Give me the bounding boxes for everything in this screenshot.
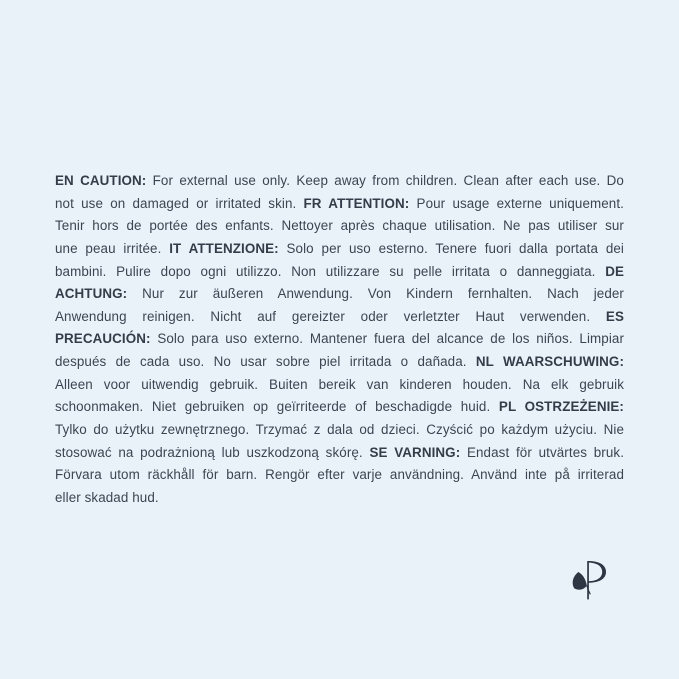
warning-text: Solo para uso externo. Mantener fuera del alcance de los niños. Limpiar xyxy=(150,331,624,347)
warning-text: bambini. Pulire dopo ogni utilizzo. Non utilizzare su pelle irritata o danneggiata. xyxy=(55,263,606,279)
language-warning-heading: NL WAARSCHUWING: xyxy=(475,354,625,370)
caution-line xyxy=(55,306,624,329)
caution-line xyxy=(55,283,624,306)
warning-text: stosować na podrażnioną lub uszkodzoną skórę. xyxy=(55,444,370,460)
caution-line xyxy=(55,261,624,284)
caution-line xyxy=(55,328,624,351)
warning-text: not use on damaged or irritated skin. xyxy=(55,195,304,211)
caution-line xyxy=(55,215,624,238)
caution-line xyxy=(55,170,624,193)
language-warning-heading: ES xyxy=(605,308,624,324)
warning-text: Förvara utom räckhåll för barn. Rengör efter varje användning. Använd inte på irriterad xyxy=(55,467,624,483)
language-warning-heading: PRECAUCIÓN: xyxy=(55,331,151,347)
leaf-p-monogram-icon xyxy=(568,557,610,603)
warning-text: une peau irritée. xyxy=(55,240,170,256)
caution-line xyxy=(55,419,624,442)
warning-text: Nur zur äußeren Anwendung. Von Kindern fernhalten. Nach jeder xyxy=(127,286,624,302)
multilingual-caution-text xyxy=(55,170,624,510)
language-warning-heading: SE VARNING: xyxy=(369,444,461,460)
warning-text: Anwendung reinigen. Nicht auf gereizter oder verletzter Haut verwenden. xyxy=(55,308,606,324)
caution-line xyxy=(55,442,624,465)
language-warning-heading: PL OSTRZEŻENIE: xyxy=(498,399,624,415)
warning-text: Tylko do użytku zewnętrznego. Trzymać z dala od dzieci. Czyścić po każdym użyciu. Nie xyxy=(55,422,624,438)
warning-text: eller skadad hud. xyxy=(55,489,159,505)
language-warning-heading: ACHTUNG: xyxy=(55,286,128,302)
warning-text: Solo per uso esterno. Tenere fuori dalla portata dei xyxy=(278,240,624,256)
caution-line xyxy=(55,464,624,487)
warning-text: Pour usage externe uniquement. xyxy=(409,195,624,211)
caution-line xyxy=(55,193,624,216)
caution-line xyxy=(55,396,624,419)
warning-text: Endast för utvärtes bruk. xyxy=(460,444,625,460)
language-warning-heading: DE xyxy=(605,263,624,279)
warning-text: Alleen voor uitwendig gebruik. Buiten bereik van kinderen houden. Na elk gebruik xyxy=(55,376,624,392)
caution-line xyxy=(55,238,624,261)
caution-line xyxy=(55,487,624,510)
warning-text: For external use only. Keep away from children. Clean after each use. Do xyxy=(146,173,624,188)
warning-text: Tenir hors de portée des enfants. Nettoyer après chaque utilisation. Ne pas utiliser sur xyxy=(55,218,624,234)
warning-text: schoonmaken. Niet gebruiken op geïrriteerde of beschadigde huid. xyxy=(55,399,499,415)
caution-line xyxy=(55,374,624,397)
language-warning-heading: IT ATTENZIONE: xyxy=(169,240,279,256)
language-warning-heading: FR ATTENTION: xyxy=(303,195,410,211)
language-warning-heading: EN CAUTION: xyxy=(55,173,147,188)
caution-line xyxy=(55,351,624,374)
warning-text: después de cada uso. No usar sobre piel irritada o dañada. xyxy=(55,354,476,370)
